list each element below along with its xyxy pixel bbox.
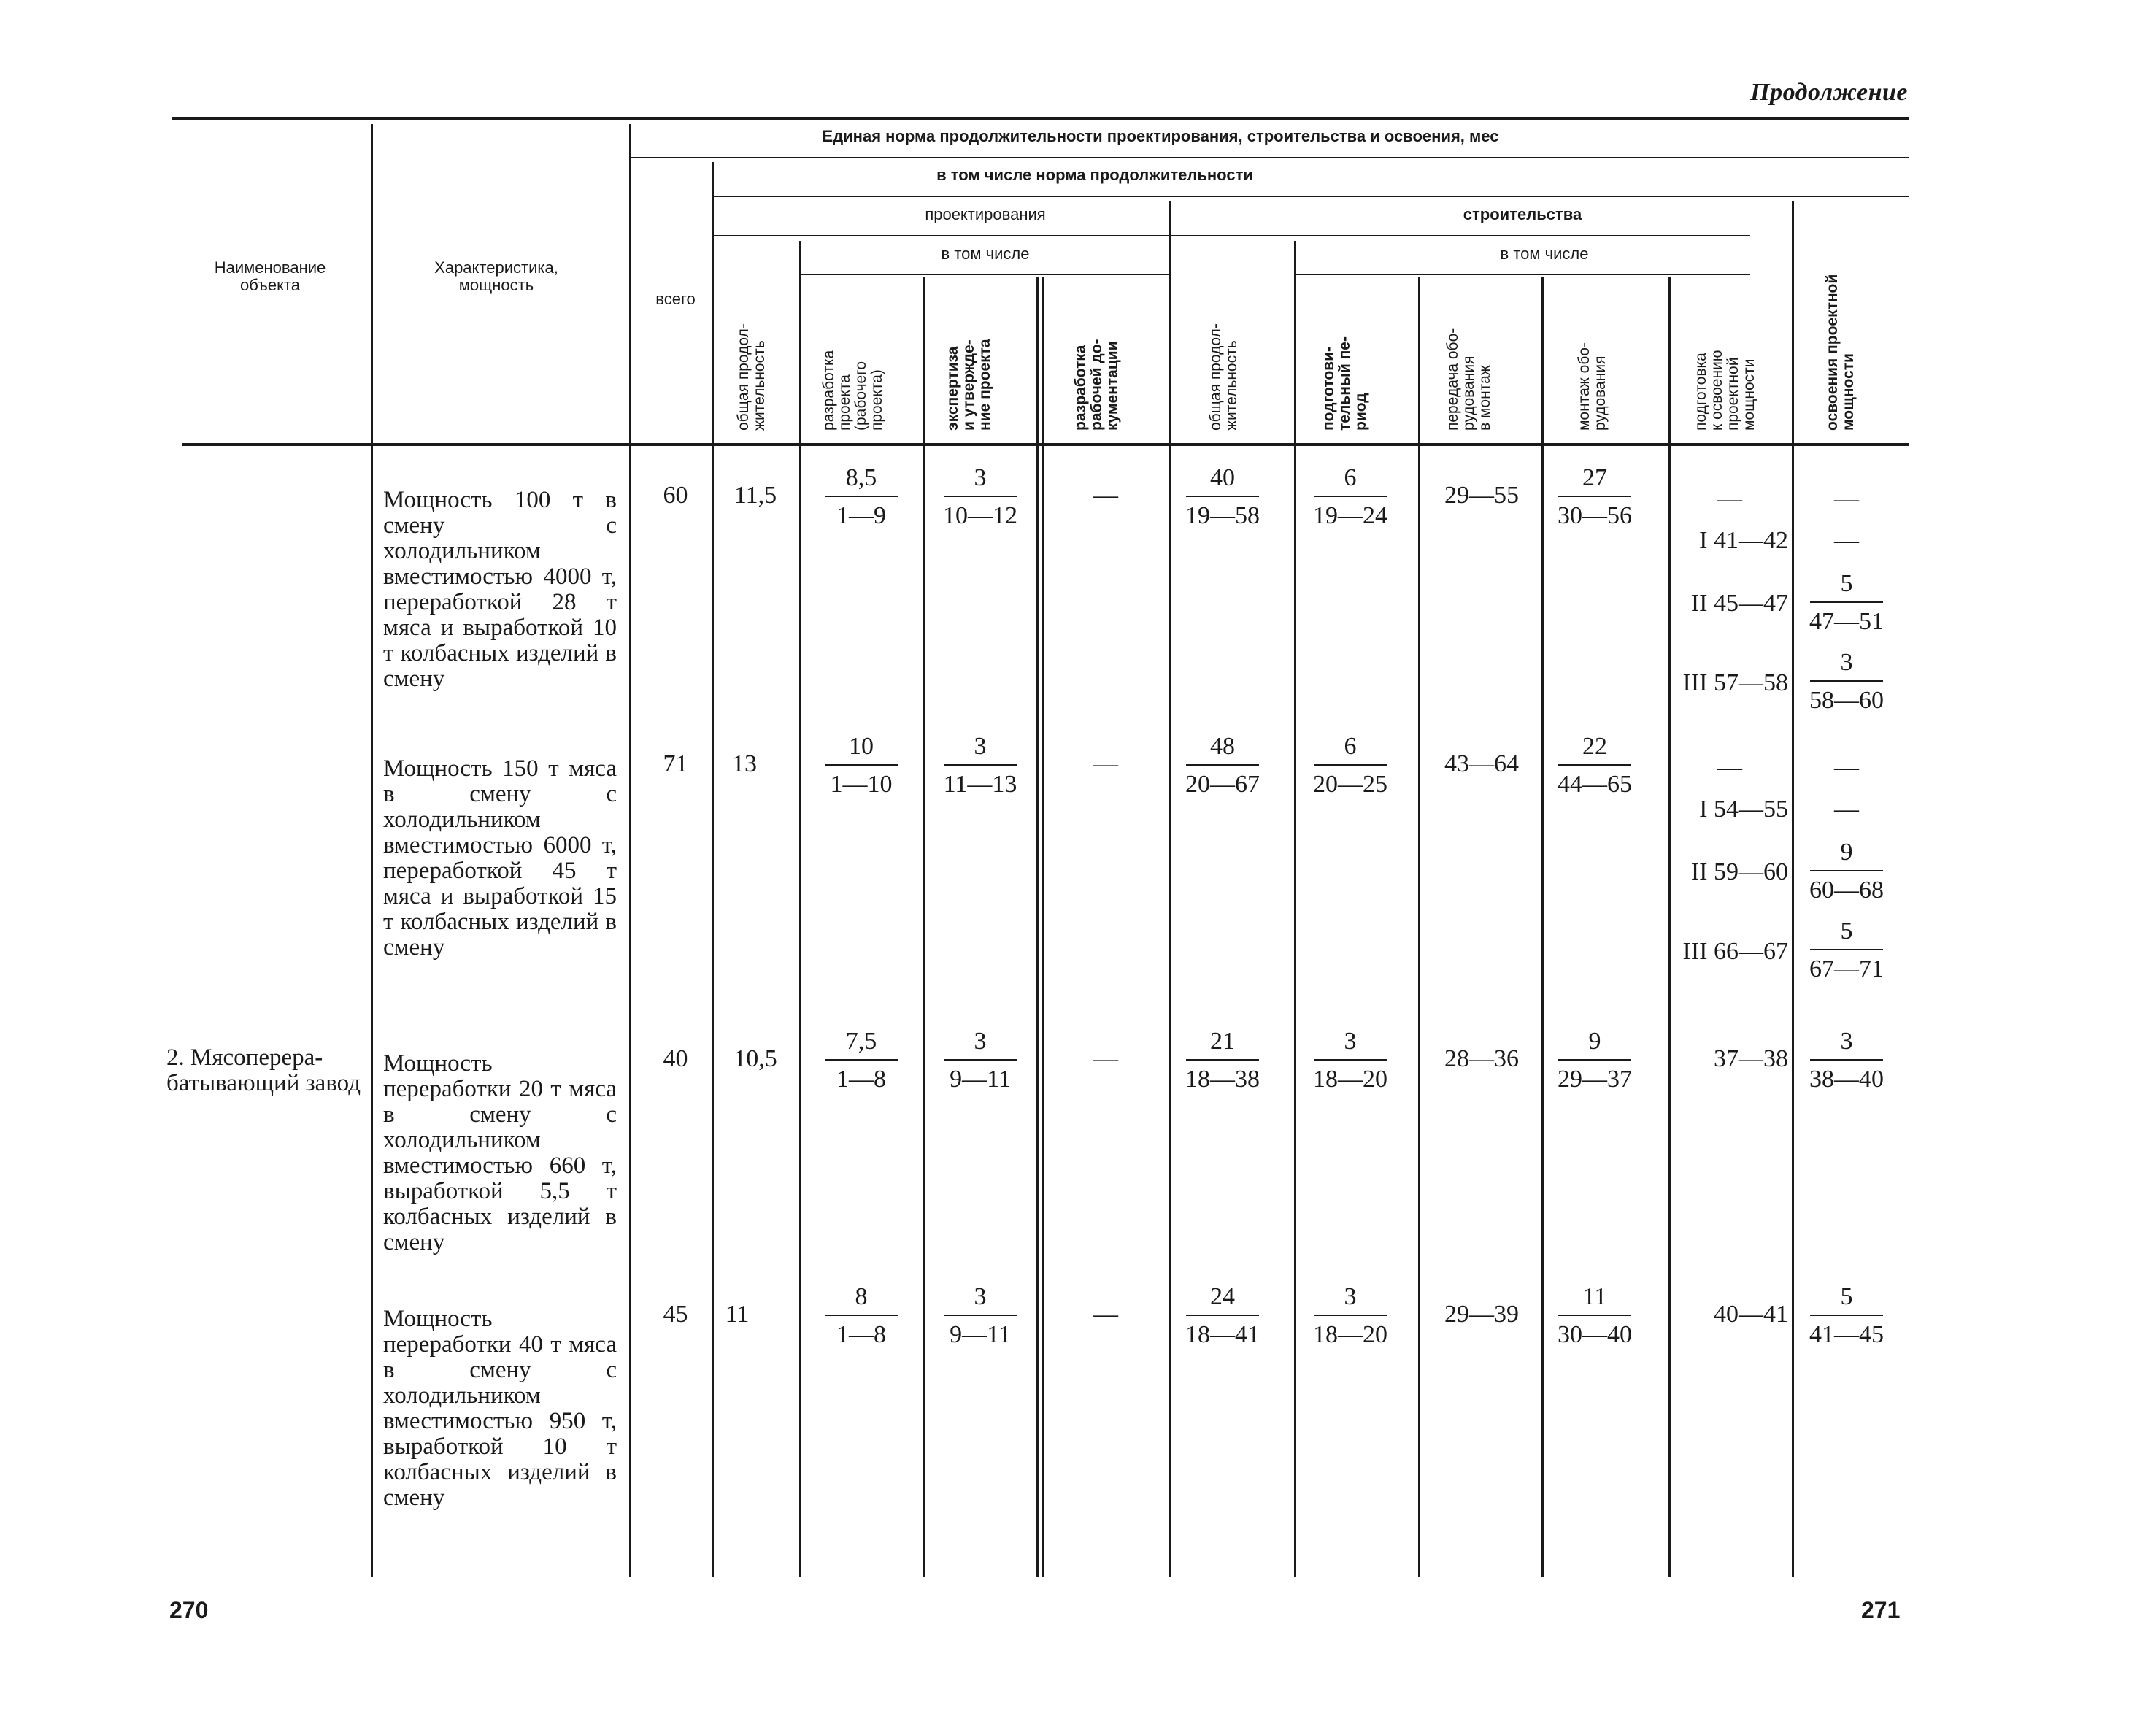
vline-prep xyxy=(1418,277,1420,1577)
row-1-constr-total: 40 19—58 xyxy=(1185,464,1260,529)
object-name: 2. Мясоперера-батывающий завод xyxy=(166,1044,361,1096)
rule-group xyxy=(631,157,1909,158)
header-col-design-review: экспертиза и утвержде- ние проекта xyxy=(944,339,994,431)
row-1-mastering-3: 3 58—60 xyxy=(1809,649,1884,714)
row-3-constr-total: 21 18—38 xyxy=(1185,1028,1260,1093)
row-3-prep-capacity-0: 37—38 xyxy=(1714,1045,1788,1072)
header-col-transfer: передача обо- рудования в монтаж xyxy=(1444,328,1494,431)
header-design-group: проектирования xyxy=(925,205,1046,223)
vline-constr-total xyxy=(1294,241,1296,1577)
row-1-design-docs: — xyxy=(1093,482,1118,509)
vline-design-review xyxy=(1036,277,1039,1577)
header-col-design-total: общая продол- жительность xyxy=(735,323,769,431)
row-4-prep-capacity-0: 40—41 xyxy=(1714,1301,1788,1328)
row-1-mastering-2: 5 47—51 xyxy=(1809,570,1884,635)
header-construction-group: строительства xyxy=(1463,205,1582,223)
vline-design-total xyxy=(799,241,801,1577)
row-4-characteristic: Мощность переработки 40 т мяса в смену с холодильником вместимостью 950 т, выработкой 10 т колбасных изделий в смену xyxy=(383,1306,617,1511)
row-2-mastering-1: — xyxy=(1834,796,1859,823)
row-1-mastering-0: — xyxy=(1834,485,1859,512)
rule-constr-incl xyxy=(1296,274,1750,275)
header-col-install: монтаж обо- рудования xyxy=(1576,342,1609,431)
row-1-prep: 6 19—24 xyxy=(1313,464,1387,529)
row-2-mastering-3: 5 67—71 xyxy=(1809,917,1884,982)
rule-design-incl xyxy=(801,274,1169,275)
header-col-design-docs: разработка рабочей до- кументации xyxy=(1072,339,1122,431)
row-2-prep-capacity-3: III 66—67 xyxy=(1682,938,1788,965)
row-4-design-docs: — xyxy=(1093,1301,1118,1328)
row-4-design-review: 3 9—11 xyxy=(936,1282,1024,1350)
row-4-design-dev: 8 1—8 xyxy=(817,1282,905,1350)
row-1-design-total: 11,5 xyxy=(734,482,777,509)
row-2-transfer: 43—64 xyxy=(1444,750,1519,777)
row-2-mastering-0: — xyxy=(1834,754,1859,781)
row-1-prep-capacity-0: — xyxy=(1717,485,1742,512)
row-4-install: 11 30—40 xyxy=(1558,1283,1632,1348)
row-3-design-dev: 7,5 1—8 xyxy=(817,1027,905,1094)
header-bottom-rule xyxy=(182,443,1909,446)
header-group-title: Единая норма продолжительности проектирования, строительства и освоения, мес xyxy=(822,127,1499,145)
header-col-mastering: освоения проектной мощности xyxy=(1824,274,1857,431)
header-col-prep: подготови- тельный пе- риод xyxy=(1320,336,1370,431)
header-col-prep-capacity: подготовка к освоению проектной мощности xyxy=(1693,350,1758,431)
header-col-constr-total: общая продол- жительность xyxy=(1207,323,1241,431)
row-2-prep-capacity-2: II 59—60 xyxy=(1690,858,1788,885)
vline-name xyxy=(371,124,373,1577)
vline-design-review-2 xyxy=(1042,277,1044,1577)
vline-char xyxy=(629,124,631,1577)
row-3-prep: 3 18—20 xyxy=(1313,1028,1387,1093)
row-1-prep-capacity-1: I 41—42 xyxy=(1699,527,1788,554)
row-1-mastering-1: — xyxy=(1834,527,1859,554)
row-3-characteristic: Мощность переработки 20 т мяса в смену с холодильником вместимостью 660 т, выработкой 5,5 т колбасных изделий в смену xyxy=(383,1050,617,1255)
vline-transfer xyxy=(1541,277,1544,1577)
row-4-transfer: 29—39 xyxy=(1444,1301,1519,1328)
row-2-design-review: 3 11—13 xyxy=(943,733,1017,798)
row-3-design-docs: — xyxy=(1093,1045,1118,1072)
row-1-total: 60 xyxy=(663,482,688,509)
row-2-install: 22 44—65 xyxy=(1558,733,1632,798)
rule-design-constr xyxy=(714,235,1750,236)
continuation-label: Продолжение xyxy=(1750,79,1908,106)
row-1-install: 27 30—56 xyxy=(1558,464,1632,529)
row-3-total: 40 xyxy=(663,1045,688,1072)
row-2-constr-total: 48 20—67 xyxy=(1185,733,1260,798)
header-col-total: всего xyxy=(655,290,696,308)
row-3-install: 9 29—37 xyxy=(1558,1028,1632,1093)
vline-prep-capacity xyxy=(1792,201,1794,1577)
rule-subgroup xyxy=(714,196,1909,197)
row-2-prep-capacity-0: — xyxy=(1717,754,1742,781)
row-4-constr-total: 24 18—41 xyxy=(1185,1283,1260,1348)
top-rule xyxy=(172,117,1909,120)
row-1-design-review: 3 10—12 xyxy=(943,464,1017,529)
row-4-prep: 3 18—20 xyxy=(1313,1283,1387,1348)
row-2-prep: 6 20—25 xyxy=(1313,733,1387,798)
row-2-design-total: 13 xyxy=(732,750,757,777)
row-2-characteristic: Мощность 150 т мяса в смену с холодильником вместимостью 6000 т, переработкой 45 т мяса и выработкой 15 т колбасных изделий в смену xyxy=(383,755,617,961)
row-1-characteristic: Мощность 100 т в смену с холодильником вместимостью 4000 т, переработкой 28 т мяса и выработкой 10 т колбасных изделий в смену xyxy=(383,487,617,692)
row-1-prep-capacity-2: II 45—47 xyxy=(1690,590,1788,617)
header-construction-incl: в том числе xyxy=(1500,245,1589,263)
row-2-mastering-2: 9 60—68 xyxy=(1809,839,1884,904)
row-3-design-review: 3 9—11 xyxy=(936,1027,1024,1094)
row-1-design-dev: 8,5 1—9 xyxy=(817,463,905,531)
vline-install xyxy=(1668,277,1671,1577)
row-2-design-docs: — xyxy=(1093,750,1118,777)
row-2-prep-capacity-1: I 54—55 xyxy=(1699,796,1788,823)
header-col-characteristic: Характеристика, мощность xyxy=(434,258,558,295)
row-2-design-dev: 10 1—10 xyxy=(817,732,905,799)
row-1-prep-capacity-3: III 57—58 xyxy=(1682,669,1788,696)
row-4-total: 45 xyxy=(663,1301,688,1328)
row-4-design-total: 11 xyxy=(725,1301,750,1328)
row-3-mastering-0: 3 38—40 xyxy=(1809,1028,1884,1093)
header-design-incl: в том числе xyxy=(941,245,1030,263)
row-3-transfer: 28—36 xyxy=(1444,1045,1519,1072)
header-subgroup-title: в том числе норма продолжительности xyxy=(936,166,1253,184)
vline-total xyxy=(712,162,714,1577)
page-number-left: 270 xyxy=(169,1597,209,1623)
row-4-mastering-0: 5 41—45 xyxy=(1809,1283,1884,1348)
row-2-total: 71 xyxy=(663,750,688,777)
page-number-right: 271 xyxy=(1861,1597,1901,1623)
row-3-design-total: 10,5 xyxy=(734,1045,777,1072)
vline-design-dev xyxy=(923,277,925,1577)
header-col-name: Наименование объекта xyxy=(214,258,326,295)
vline-design-docs xyxy=(1169,201,1171,1577)
row-1-transfer: 29—55 xyxy=(1444,482,1519,509)
header-col-design-dev: разработка проекта (рабочего проекта) xyxy=(820,350,886,431)
